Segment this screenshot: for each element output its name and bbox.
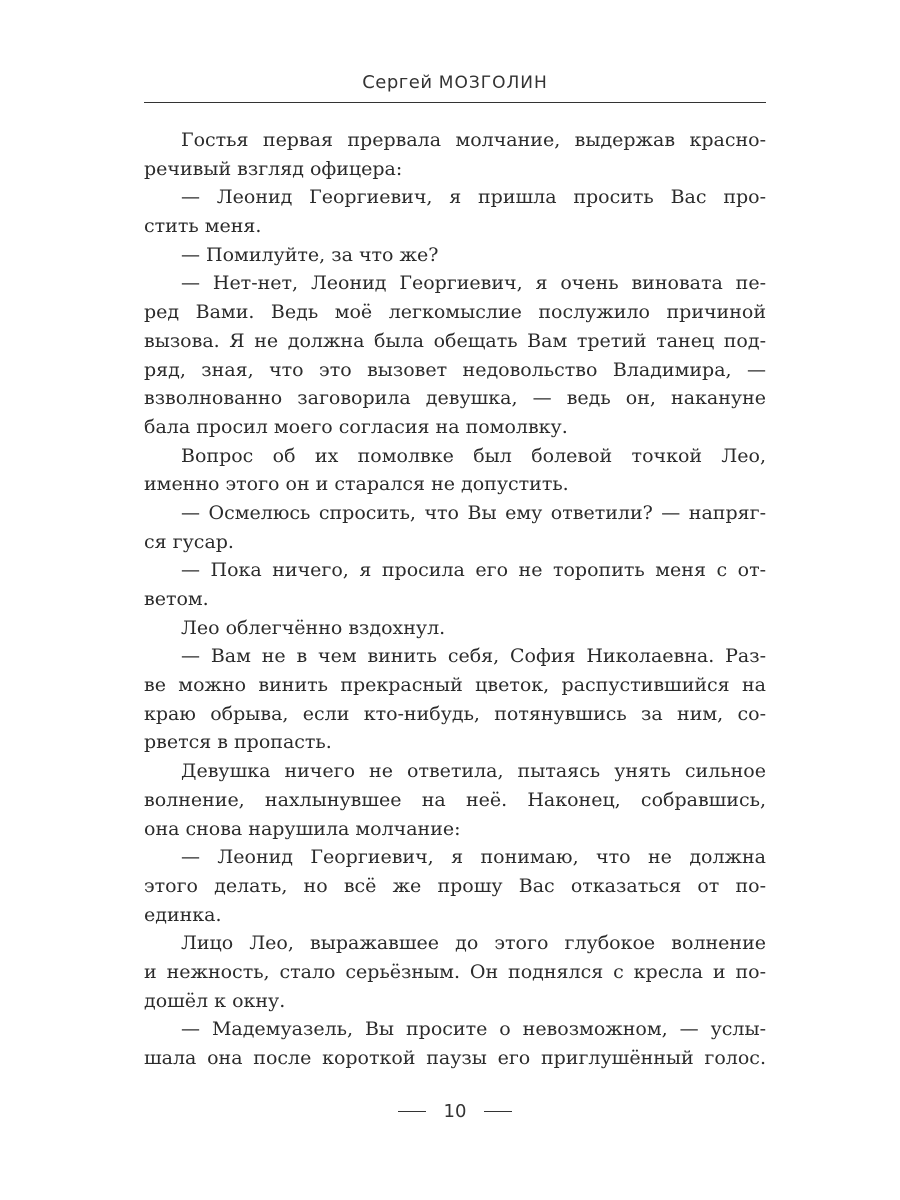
text-line: именно этого он и старался не допустить. [144,473,569,496]
text-line: вызова. Я не должна была обещать Вам третий танец под- [144,329,766,352]
text-line: бала просил моего согласия на помолвку. [144,415,568,438]
text-line: — Нет-нет, Леонид Георгиевич, я очень виновата пе- [181,272,766,295]
author-first-name: Сергей [362,72,433,93]
text-line: ряд, зная, что это вызовет недовольство Владимира, — [144,358,766,381]
text-line: Лео облегчённо вздохнул. [181,616,446,639]
text-line: взволнованно заговорила девушка, — ведь он, накануне [144,387,766,410]
page-number: 10 [443,1100,467,1122]
text-line: ветом. [144,588,209,610]
text-line: краю обрыва, если кто-нибудь, потянувшись за ним, со- [144,702,766,725]
folio-dash-right [484,1111,512,1112]
text-line: дошёл к окну. [144,989,286,1012]
text-line: Вопрос об их помолвке был болевой точкой Лео, [181,444,766,467]
text-line: Девушка ничего не ответила, пытаясь унять сильное [181,760,766,783]
text-line: ся гусар. [144,530,234,553]
page-footer [300,1099,610,1123]
text-line: — Леонид Георгиевич, я понимаю, что не должна [181,846,766,869]
text-line: и нежность, стало серьёзным. Он поднялся с кресла и по- [144,960,766,983]
text-line: — Мадемуазель, Вы просите о невозможном, — услы- [181,1018,766,1041]
text-line: она снова нарушила молчание: [144,817,461,840]
folio-dash-left [398,1111,426,1112]
running-head [144,72,766,93]
text-line: речивый взгляд офицера: [144,157,403,180]
text-line: ред Вами. Ведь моё легкомыслие послужило причиной [144,301,766,324]
author-last-name: МОЗГОЛИН [438,73,548,93]
text-line: стить меня. [144,215,262,238]
text-line: — Осмелюсь спросить, что Вы ему ответили? — напряг- [181,501,766,524]
text-line: Гостья первая прервала молчание, выдержав красно- [181,129,766,151]
header-rule [144,102,766,103]
text-line: единка. [144,903,222,926]
text-line: шала она после короткой паузы его приглушённый голос. [144,1047,766,1069]
text-line: Лицо Лео, выражавшее до этого глубокое волнение [181,932,766,955]
text-line: — Вам не в чем винить себя, София Николаевна. Раз- [181,645,766,668]
text-line: рвется в пропасть. [144,731,332,754]
text-line: — Пока ничего, я просила его не торопить меня с от- [181,559,766,582]
text-line: — Помилуйте, за что же? [181,243,439,266]
text-line: — Леонид Георгиевич, я пришла просить Вас про- [181,186,766,209]
text-line: ве можно винить прекрасный цветок, распустившийся на [144,674,766,697]
body-text [144,126,766,1073]
text-line: этого делать, но всё же прошу Вас отказаться от по- [144,874,766,897]
text-line: волнение, нахлынувшее на неё. Наконец, собравшись, [144,788,766,811]
